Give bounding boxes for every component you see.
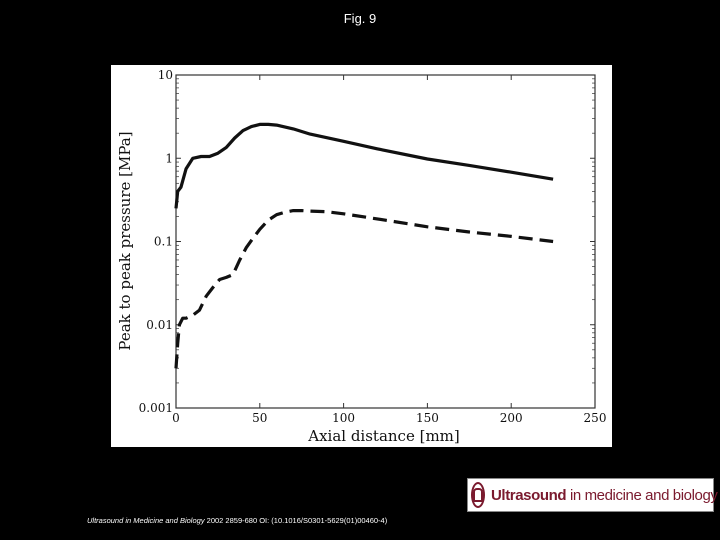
x-axis-label: Axial distance [mm] [308, 427, 460, 445]
y-tick-label: 10 [157, 68, 173, 82]
y-tick-label: 0.01 [146, 317, 173, 332]
x-tick-label: 250 [583, 411, 607, 425]
y-tick-label: 1 [165, 151, 173, 166]
citation [87, 516, 387, 525]
plot-frame [176, 75, 595, 408]
logo-text-strong: Ultrasound [491, 486, 567, 504]
series-line-solid [176, 124, 553, 208]
logo-text [491, 487, 718, 504]
journal-logo [467, 478, 718, 512]
y-tick-label: 0.1 [153, 234, 173, 249]
x-tick-label: 200 [499, 411, 523, 425]
journal-emblem-icon [471, 482, 485, 508]
slide-title: Fig. 9 [343, 11, 377, 26]
y-tick-label: 0.001 [138, 401, 173, 415]
citation-journal: Ultrasound in Medicine and Biology [87, 516, 205, 525]
logo-text-rest: in medicine and biology [566, 486, 718, 504]
y-axis-label: Peak to peak pressure [MPa] [116, 131, 134, 351]
series-line-dashed [176, 211, 553, 369]
chart-series [176, 124, 553, 368]
line-chart [111, 65, 612, 447]
chart-tick-labels [139, 68, 607, 425]
x-tick-label: 50 [252, 411, 268, 425]
x-tick-label: 0 [172, 411, 180, 425]
citation-details: 2002 2859-680 OI: (10.1016/S0301-5629(01)00460-4) [204, 516, 388, 525]
x-tick-label: 150 [415, 411, 439, 425]
chart-axes [176, 75, 595, 408]
x-tick-label: 100 [332, 411, 356, 425]
figure-panel [111, 65, 612, 447]
